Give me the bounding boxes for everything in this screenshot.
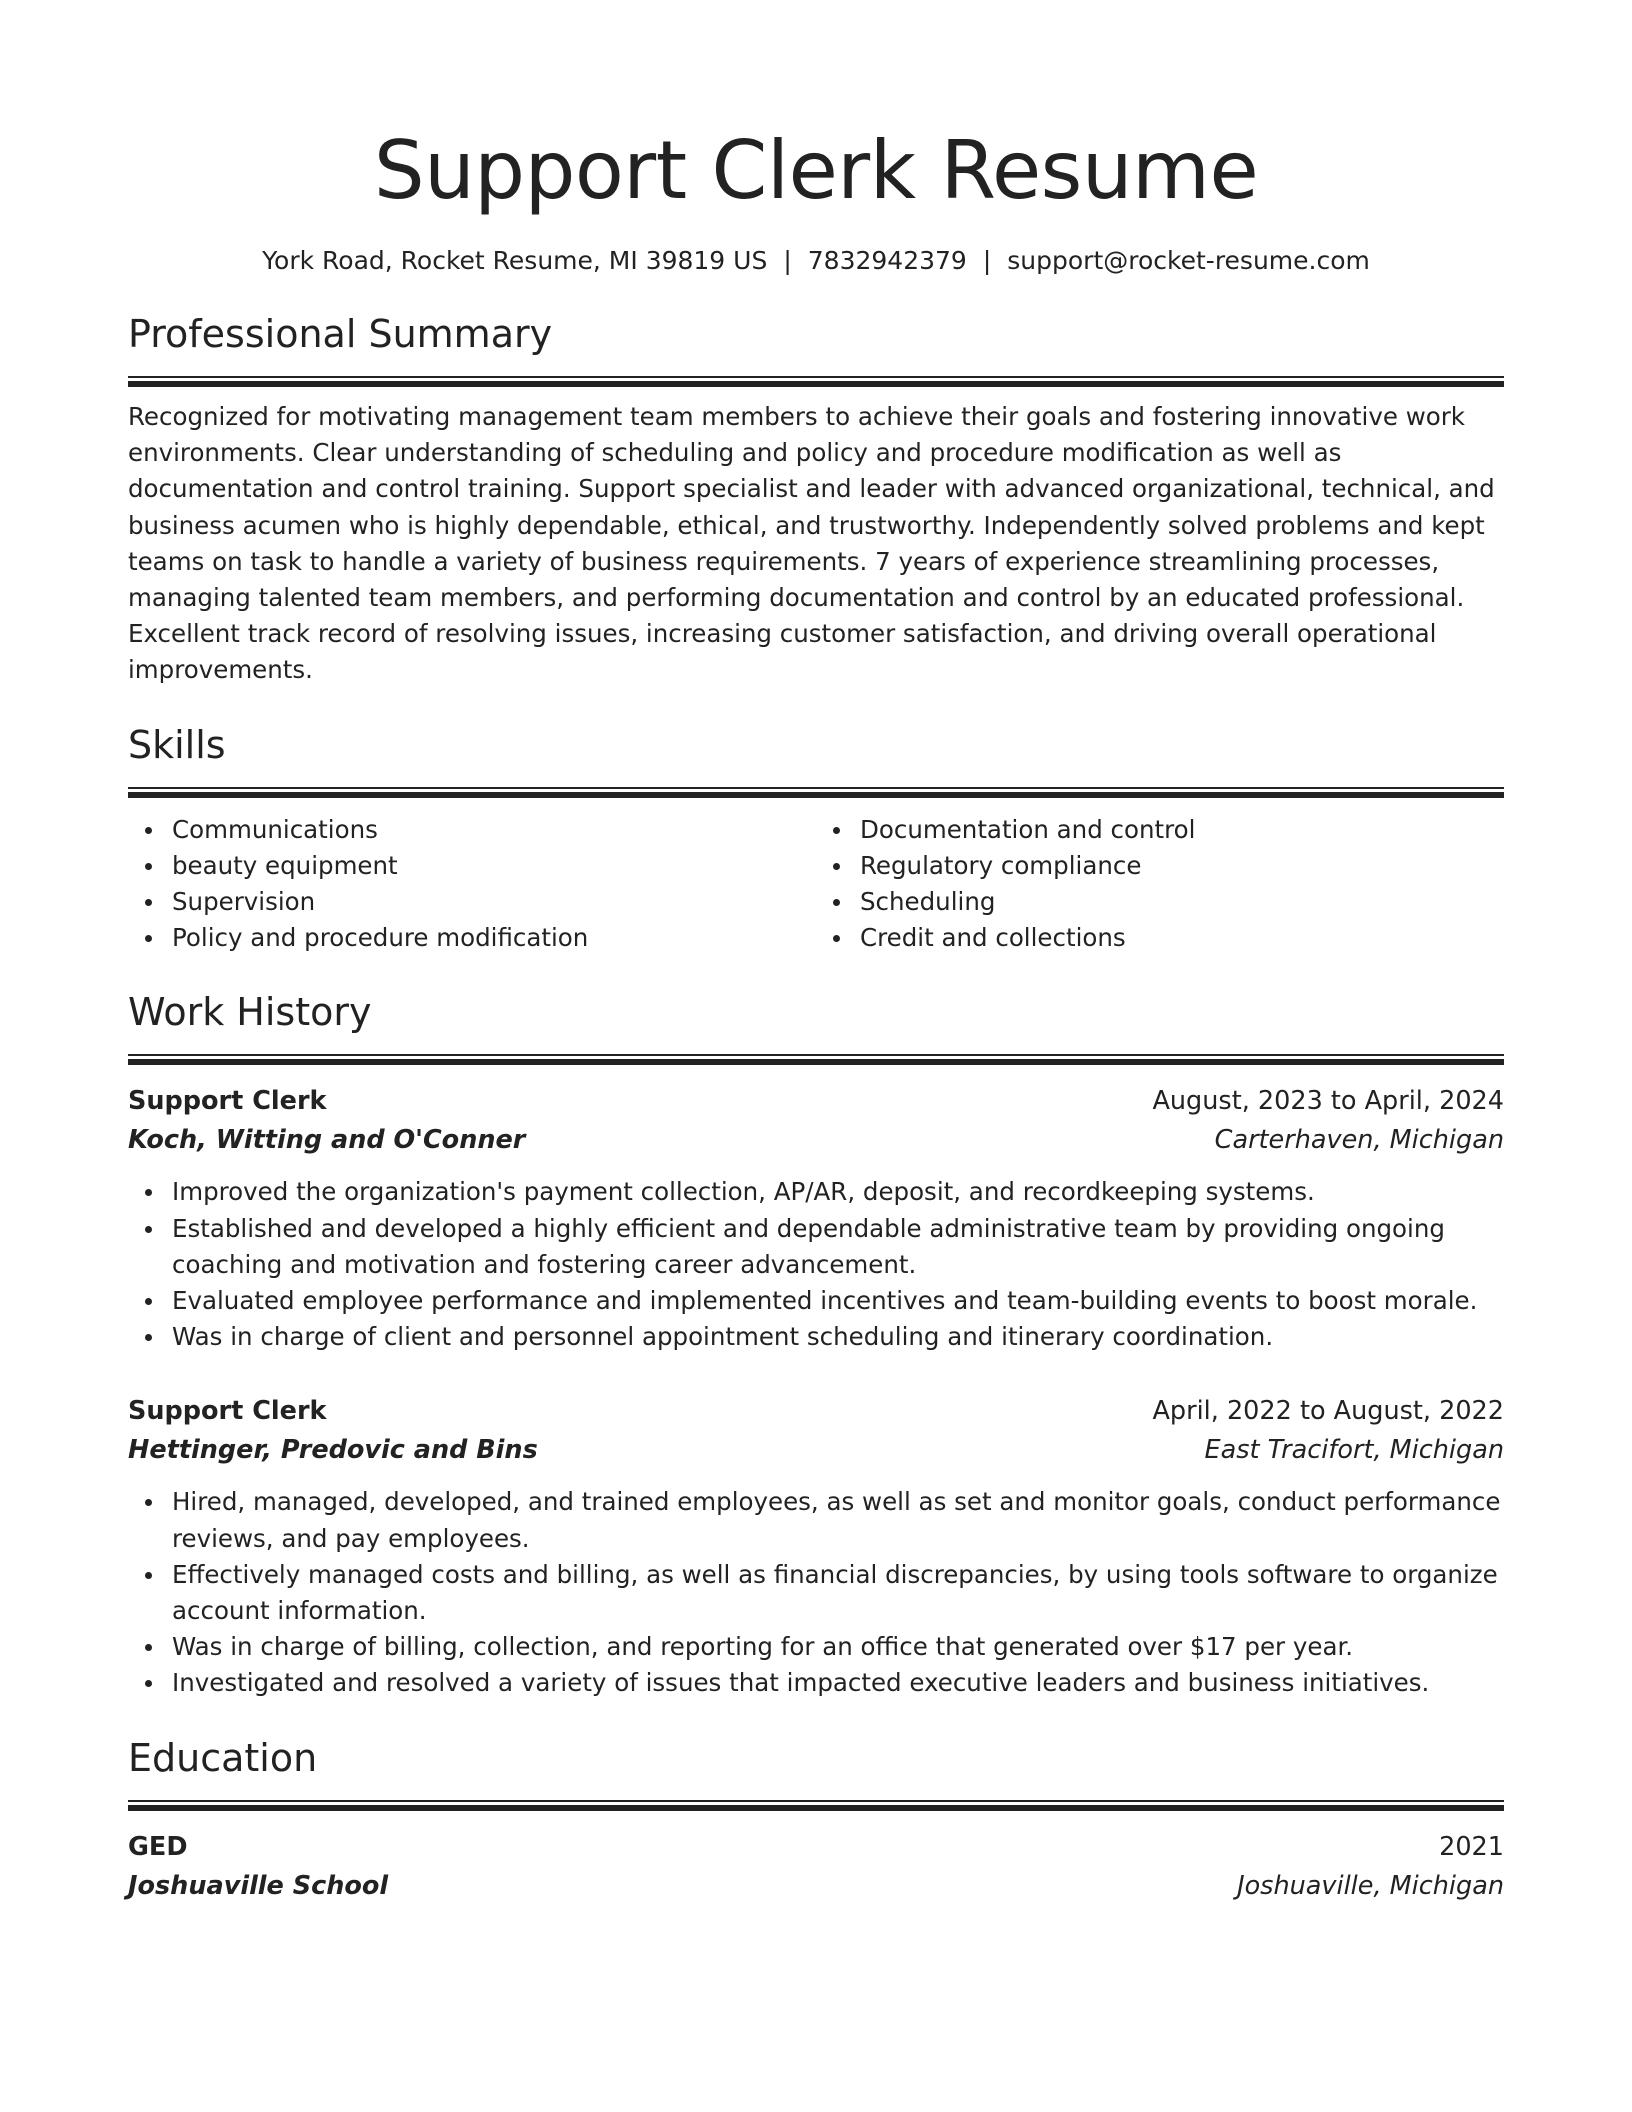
skills-list-right xyxy=(816,812,1504,957)
section-divider xyxy=(128,1800,1504,1811)
contact-line xyxy=(128,244,1504,278)
job-company: Hettinger, Predovic and Bins xyxy=(128,1435,538,1466)
job-company-row xyxy=(128,1432,1504,1468)
section-divider xyxy=(128,1054,1504,1065)
job-duty: Evaluated employee performance and implemented incentives and team-building events to boost morale. xyxy=(172,1283,1504,1319)
education-year: 2021 xyxy=(1439,1831,1504,1862)
education-degree: GED xyxy=(128,1831,188,1862)
job-duties-list xyxy=(128,1484,1504,1701)
education-school-row xyxy=(128,1868,1504,1904)
job-duty: Effectively managed costs and billing, as well as financial discrepancies, by using tools software to organize account information. xyxy=(172,1557,1504,1629)
resume-title: Support Clerk Resume xyxy=(373,124,1259,217)
skill-item: Supervision xyxy=(172,884,816,920)
skills-columns xyxy=(128,812,1504,957)
skill-item: beauty equipment xyxy=(172,848,816,884)
skills-list-left xyxy=(128,812,816,957)
contact-separator: | xyxy=(982,246,992,275)
job-dates: August, 2023 to April, 2024 xyxy=(1152,1086,1504,1117)
skills-heading: Skills xyxy=(128,722,226,767)
skills-section xyxy=(128,719,1504,957)
skill-item: Documentation and control xyxy=(860,812,1504,848)
contact-email: support@rocket-resume.com xyxy=(1007,246,1370,275)
work-history-section xyxy=(128,986,1504,1701)
job-duty: Was in charge of client and personnel appointment scheduling and itinerary coordination. xyxy=(172,1319,1504,1355)
job-title: Support Clerk xyxy=(128,1396,327,1427)
work-history-heading: Work History xyxy=(128,990,372,1035)
job-header-row xyxy=(128,1393,1504,1429)
education-entry xyxy=(128,1829,1504,1904)
job-duty: Hired, managed, developed, and trained employees, as well as set and monitor goals, conduct performance reviews, and pay employees. xyxy=(172,1484,1504,1556)
job-company: Koch, Witting and O'Conner xyxy=(128,1125,526,1156)
summary-heading: Professional Summary xyxy=(128,312,553,356)
job-location: East Tracifort, Michigan xyxy=(1204,1435,1504,1466)
job-entry xyxy=(128,1393,1504,1701)
education-section xyxy=(128,1732,1504,1904)
job-title: Support Clerk xyxy=(128,1086,327,1117)
skill-item: Scheduling xyxy=(860,884,1504,920)
contact-phone: 7832942379 xyxy=(807,246,967,275)
job-duties-list xyxy=(128,1174,1504,1355)
education-heading: Education xyxy=(128,1735,318,1780)
skill-item: Policy and procedure modification xyxy=(172,920,816,956)
job-header-row xyxy=(128,1083,1504,1119)
skill-item: Communications xyxy=(172,812,816,848)
education-school: Joshuaville School xyxy=(128,1870,389,1901)
contact-separator: | xyxy=(783,246,792,275)
section-divider xyxy=(128,376,1504,387)
skill-item: Regulatory compliance xyxy=(860,848,1504,884)
job-location: Carterhaven, Michigan xyxy=(1214,1125,1504,1156)
job-duty: Investigated and resolved a variety of issues that impacted executive leaders and business initiatives. xyxy=(172,1665,1504,1701)
contact-address: York Road, Rocket Resume, MI 39819 US xyxy=(262,246,768,275)
job-entry xyxy=(128,1083,1504,1355)
job-dates: April, 2022 to August, 2022 xyxy=(1152,1396,1504,1427)
job-duty: Established and developed a highly efficient and dependable administrative team by providing ongoing coaching and motivation and fostering career advancement. xyxy=(172,1211,1504,1283)
job-duty: Improved the organization's payment collection, AP/AR, deposit, and recordkeeping systems. xyxy=(172,1174,1504,1210)
education-header-row xyxy=(128,1829,1504,1865)
skill-item: Credit and collections xyxy=(860,920,1504,956)
education-location: Joshuaville, Michigan xyxy=(1237,1870,1504,1901)
summary-section xyxy=(128,308,1504,689)
job-duty: Was in charge of billing, collection, and reporting for an office that generated over $17 per year. xyxy=(172,1629,1504,1665)
job-company-row xyxy=(128,1122,1504,1158)
summary-text: Recognized for motivating management team members to achieve their goals and fostering innovative work environments. Clear understanding of scheduling and policy and procedure modification as well as documentation and control training. Support specialist and leader with advanced organizational, technical, and business acumen who is highly dependable, ethical, and trustworthy. Independently solved problems and kept teams on task to handle a variety of business requirements. 7 years of experience streamlining processes, managing talented team members, and performing documentation and control by an educated professional. Excellent track record of resolving issues, increasing customer satisfaction, and driving overall operational improvements. xyxy=(128,402,1495,685)
section-divider xyxy=(128,787,1504,798)
